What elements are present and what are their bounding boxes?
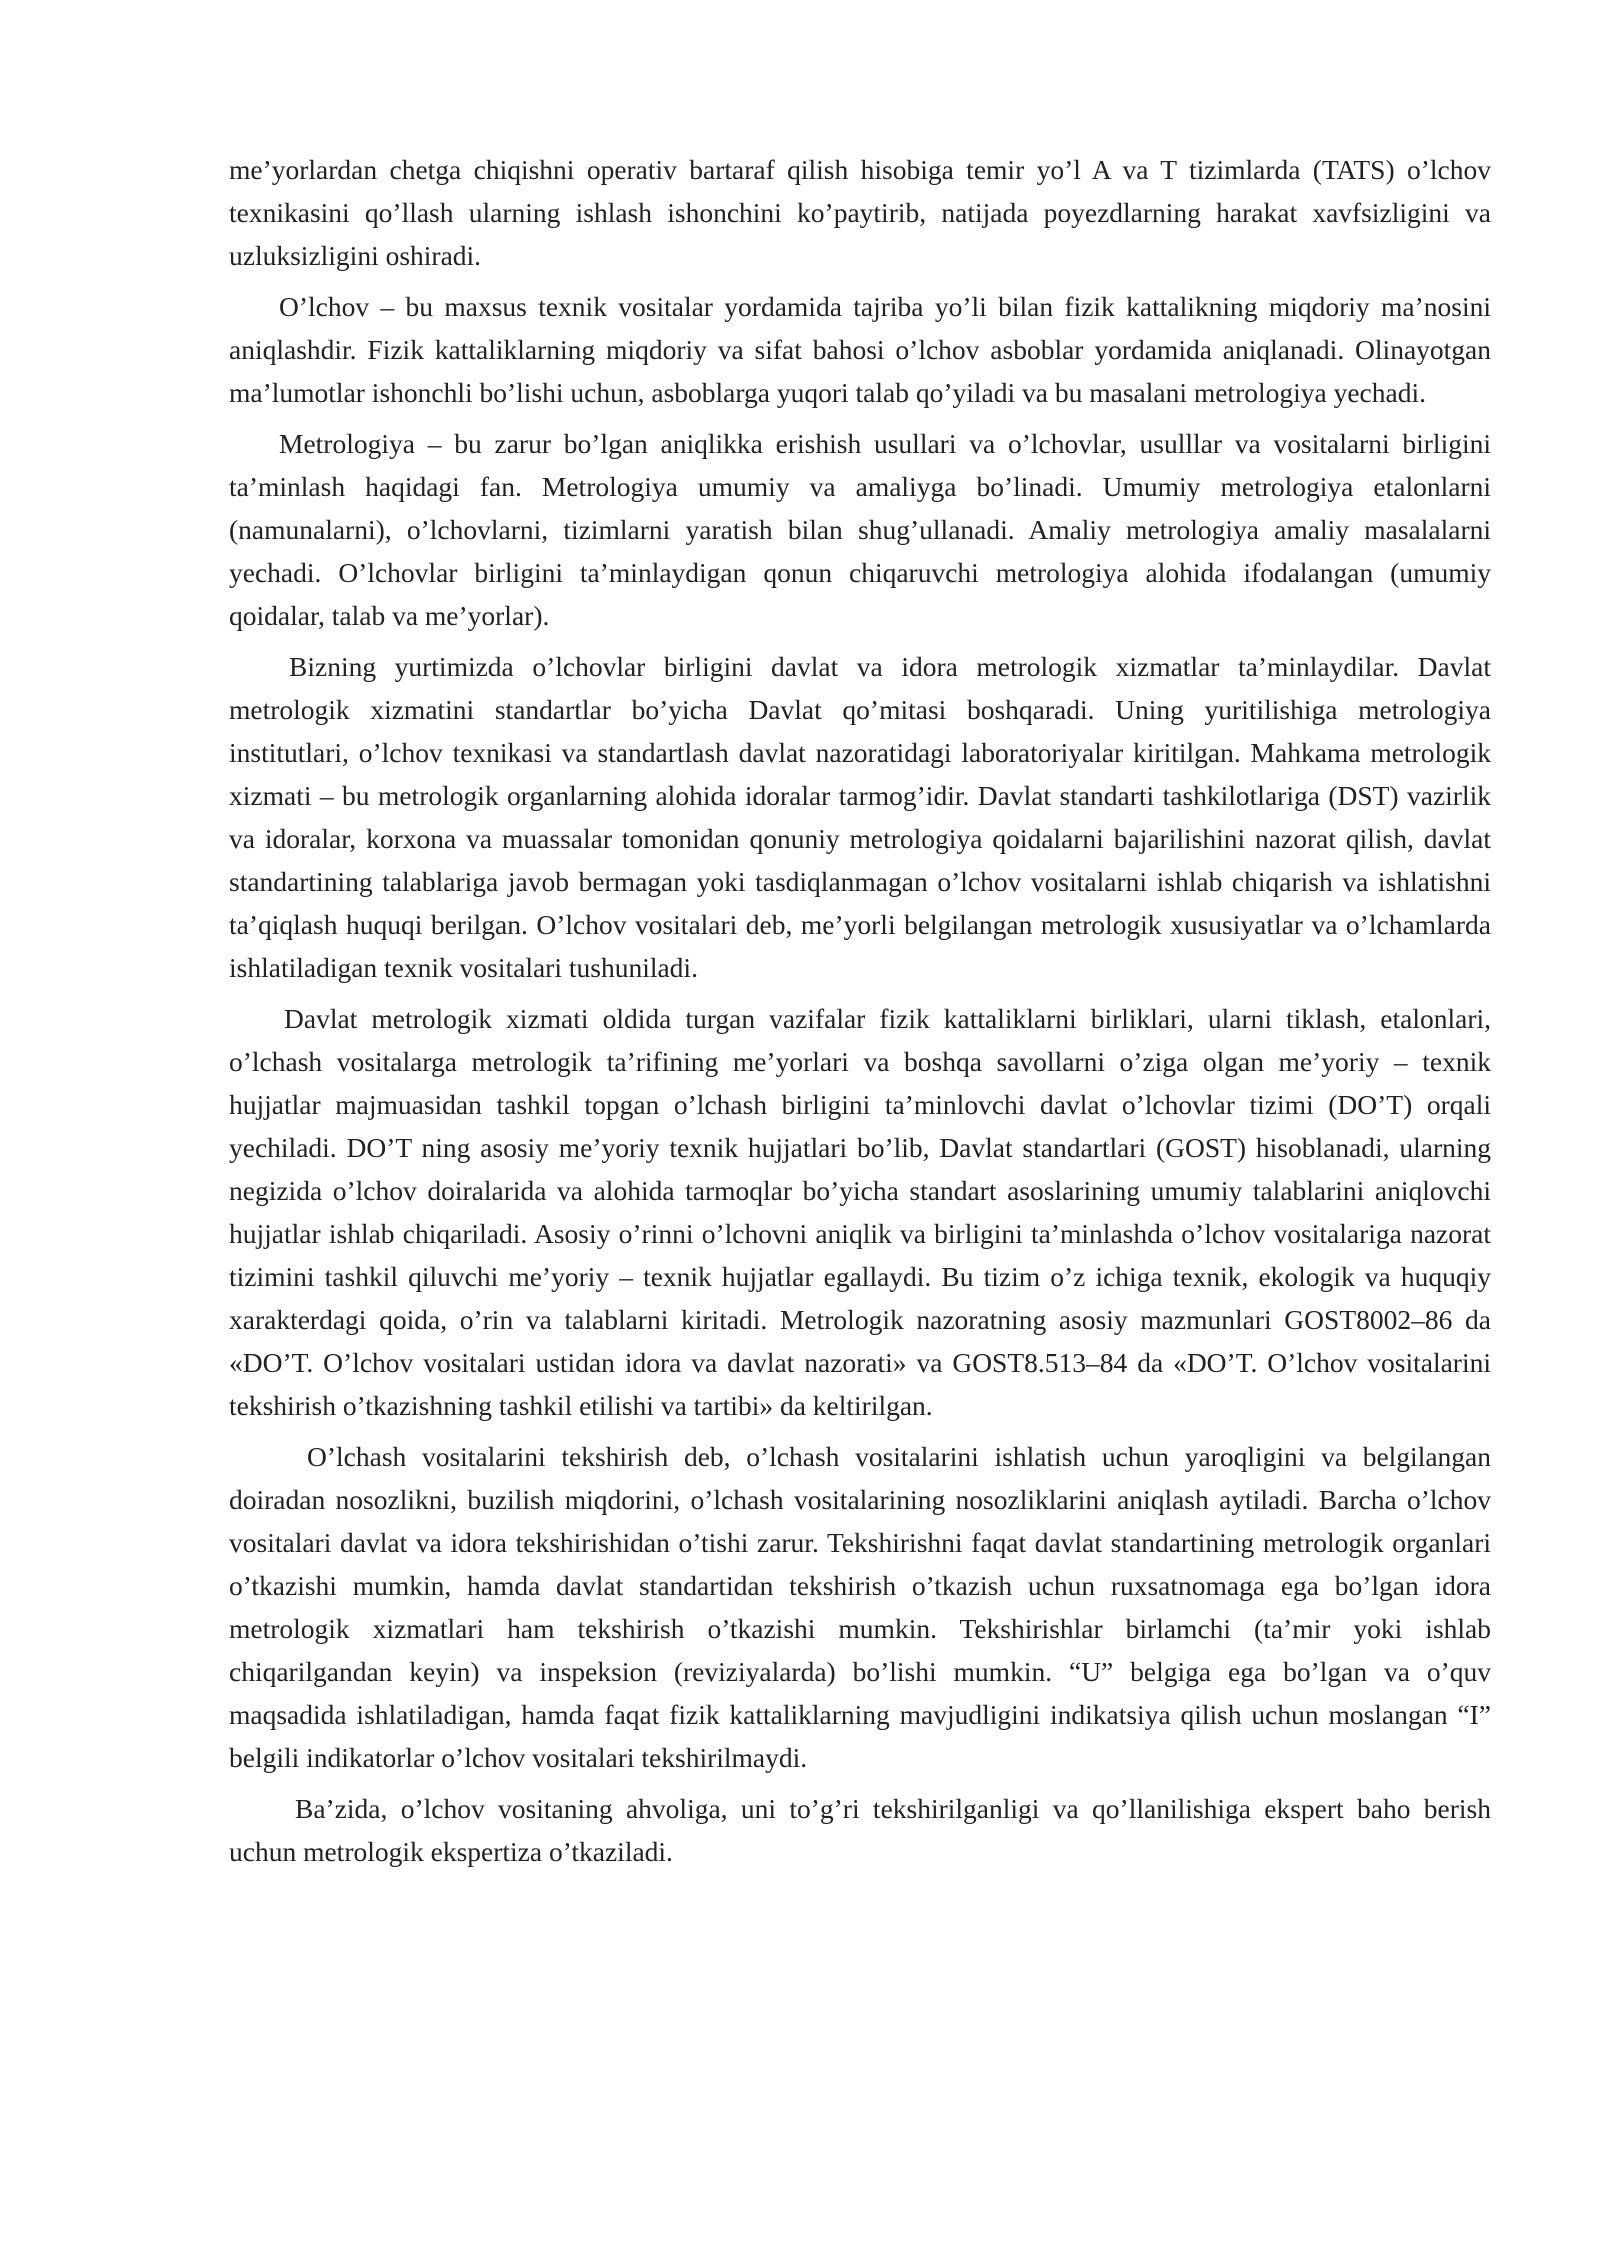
paragraph-continuation: me’yorlardan chetga chiqishni operativ bartaraf qilish hisobiga temir yo’l A va T tizimlarda (TATS) o’lchov texnikasini qo’llash ularning ishlash ishonchini ko’paytirib, natijada poyezdlarning harakat xavfsizligini va uzluksizligini oshiradi. [229,154,1491,271]
paragraph-expertise: Ba’zida, o’lchov vositaning ahvoliga, uni to’g’ri tekshirilganligi va qo’llanilishiga ekspert baho berish uchun metrologik ekspertiza o’tkaziladi. [229,1793,1491,1867]
paragraph-metrology-services: Bizning yurtimizda o’lchovlar birligini davlat va idora metrologik xizmatlar ta’minlaydilar. Davlat metrologik xizmatini standartlar bo’yicha Davlat qo’mitasi boshqaradi. Uning yuritilishiga metrologiya institutlari, o’lchov texnikasi va standartlash davlat nazoratidagi laboratoriyalar kiritilgan. Mahkama metrologik xizmati – bu metrologik organlarning alohida idoralar tarmog’idir. Davlat standarti tashkilotlariga (DST) vazirlik va idoralar, korxona va muassalar tomonidan qonuniy metrologiya qoidalarni bajarilishini nazorat qilish, davlat standartining talablariga javob bermagan yoki tasdiqlanmagan o’lchov vositalarni ishlab chiqarish va ishlatishni ta’qiqlash huquqi berilgan. O’lchov vositalari deb, me’yorli belgilangan metrologik xususiyatlar va o’lchamlarda ishlatiladigan texnik vositalari tushuniladi. [229,651,1491,983]
paragraph-verification: O’lchash vositalarini tekshirish deb, o’lchash vositalarini ishlatish uchun yaroqligini va belgilangan doiradan nosozlikni, buzilish miqdorini, o’lchash vositalarining nosozliklarini aniqlash aytiladi. Barcha o’lchov vositalari davlat va idora tekshirishidan o’tishi zarur. Tekshirishni faqat davlat standartining metrologik organlari o’tkazishi mumkin, hamda davlat standartidan tekshirish o’tkazish uchun ruxsatnomaga ega bo’lgan idora metrologik xizmatlari ham tekshirish o’tkazishi mumkin. Tekshirishlar birlamchi (ta’mir yoki ishlab chiqarilgandan keyin) va inspeksion (reviziyalarda) bo’lishi mumkin. “U” belgiga ega bo’lgan va o’quv maqsadida ishlatiladigan, hamda faqat fizik kattaliklarning mavjudligini indikatsiya qilish uchun moslangan “I” belgili indikatorlar o’lchov vositalari tekshirilmaydi. [229,1441,1491,1773]
document-page [229,148,1491,1881]
paragraph-measurement-definition: O’lchov – bu maxsus texnik vositalar yordamida tajriba yo’li bilan fizik kattalikning miqdoriy ma’nosini aniqlashdir. Fizik kattaliklarning miqdoriy va sifat bahosi o’lchov asboblar yordamida aniqlanadi. Olinayotgan ma’lumotlar ishonchli bo’lishi uchun, asboblarga yuqori talab qo’yiladi va bu masalani metrologiya yechadi. [229,291,1491,408]
paragraph-state-service-tasks: Davlat metrologik xizmati oldida turgan vazifalar fizik kattaliklarni birliklari, ularni tiklash, etalonlari, o’lchash vositalarga metrologik ta’rifining me’yorlari va boshqa savollarni o’ziga olgan me’yoriy – texnik hujjatlar majmuasidan tashkil topgan o’lchash birligini ta’minlovchi davlat o’lchovlar tizimi (DO’T) orqali yechiladi. DO’T ning asosiy me’yoriy texnik hujjatlari bo’lib, Davlat standartlari (GOST) hisoblanadi, ularning negizida o’lchov doiralarida va alohida tarmoqlar bo’yicha standart asoslarining umumiy talablarini aniqlovchi hujjatlar ishlab chiqariladi. Asosiy o’rinni o’lchovni aniqlik va birligini ta’minlashda o’lchov vositalariga nazorat tizimini tashkil qiluvchi me’yoriy – texnik hujjatlar egallaydi. Bu tizim o’z ichiga texnik, ekologik va huquqiy xarakterdagi qoida, o’rin va talablarni kiritadi. Metrologik nazoratning asosiy mazmunlari GOST8002–86 da «DO’T. O’lchov vositalari ustidan idora va davlat nazorati» va GOST8.513–84 da «DO’T. O’lchov vositalarini tekshirish o’tkazishning tashkil etilishi va tartibi» da keltirilgan. [229,1003,1491,1421]
paragraph-metrology-definition: Metrologiya – bu zarur bo’lgan aniqlikka erishish usullari va o’lchovlar, usulllar va vositalarni birligini ta’minlash haqidagi fan. Metrologiya umumiy va amaliyga bo’linadi. Umumiy metrologiya etalonlarni (namunalarni), o’lchovlarni, tizimlarni yaratish bilan shug’ullanadi. Amaliy metrologiya amaliy masalalarni yechadi. O’lchovlar birligini ta’minlaydigan qonun chiqaruvchi metrologiya alohida ifodalangan (umumiy qoidalar, talab va me’yorlar). [229,428,1491,631]
